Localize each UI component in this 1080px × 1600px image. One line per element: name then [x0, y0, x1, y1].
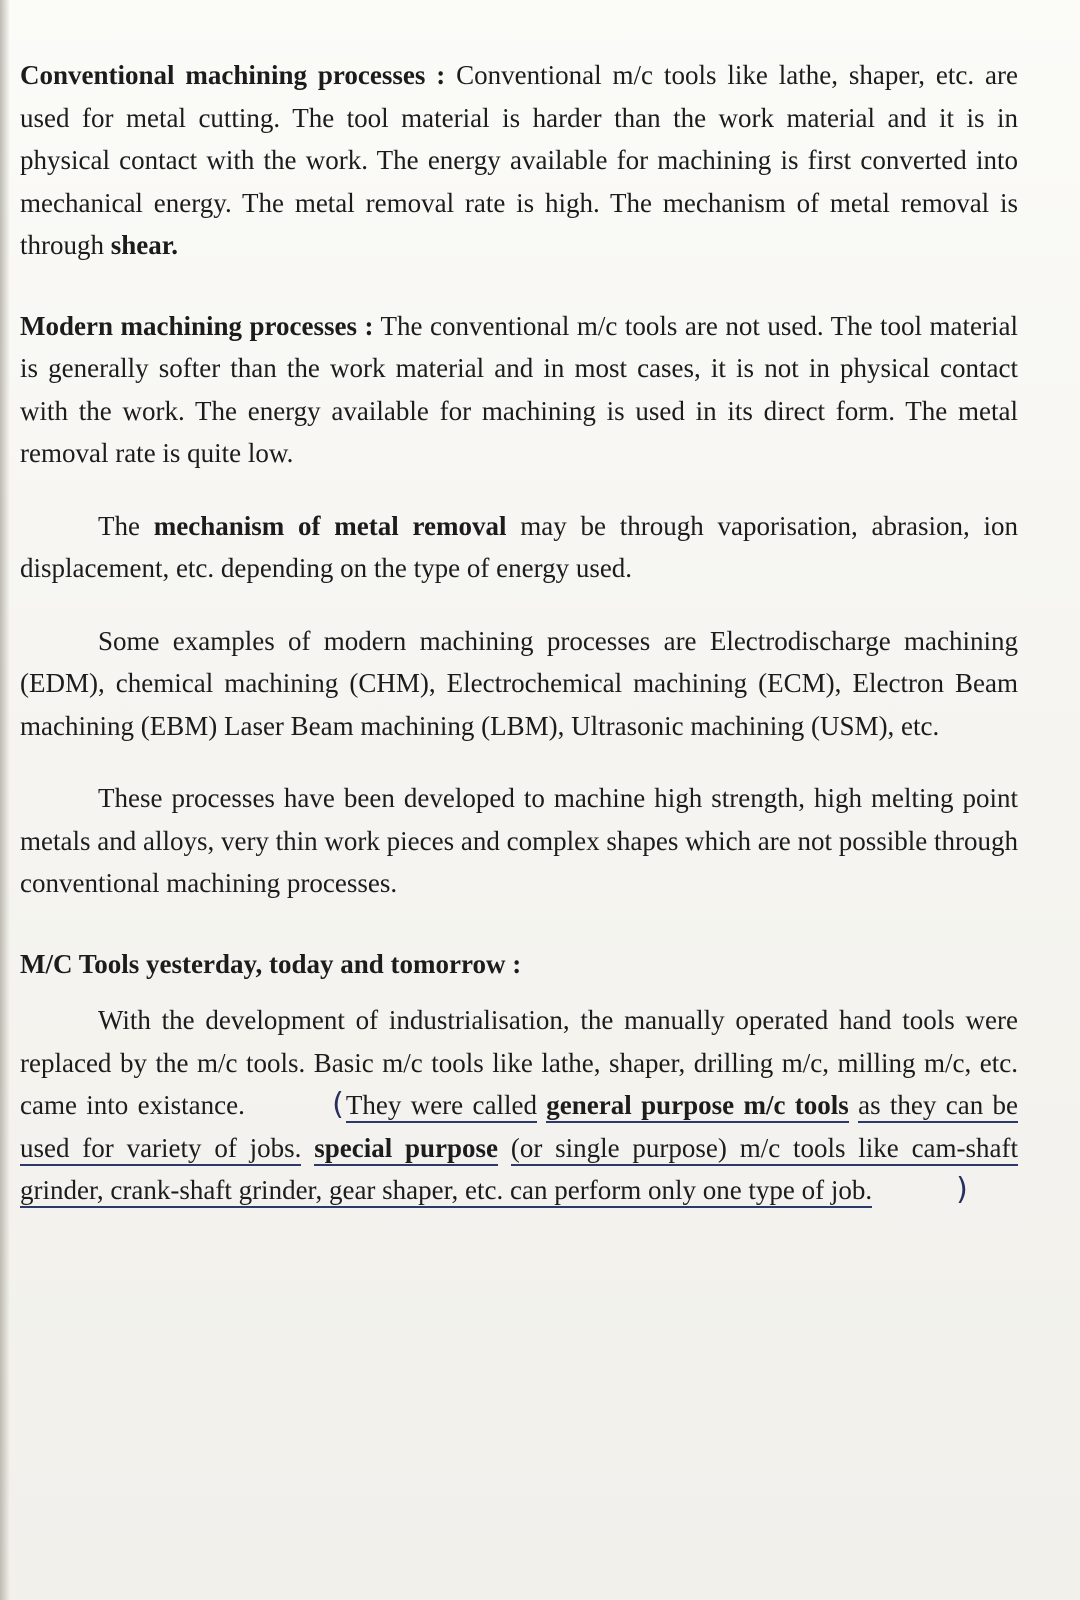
conventional-body: Conventional m/c tools like lathe, shaper, etc. are used for metal cutting. The tool material is harder than the work material and it is in physical contact with the work. The energy available for machining is first converted into mechanical energy. The metal removal rate is high. The mechanism of metal removal is through	[20, 60, 1018, 260]
paragraph-tools-history	[20, 999, 1018, 1212]
term-conventional-machining: Conventional machining processes :	[20, 60, 446, 90]
paragraph-development: These processes have been developed to machine high strength, high melting point metals and alloys, very thin work pieces and complex shapes which are not possible through conventional machining processes.	[20, 783, 1019, 898]
mechanism-lead: The	[98, 510, 140, 541]
pen-bracket-close-mark: )	[956, 1172, 968, 1207]
term-general-purpose-tools: general purpose m/c tools	[546, 1090, 848, 1123]
spacer	[20, 747, 1018, 777]
term-mechanism-of-metal-removal: mechanism of metal removal	[153, 510, 507, 541]
underlined-they-were-called: They were called	[346, 1090, 537, 1123]
term-special-purpose: special purpose	[314, 1133, 498, 1166]
section-heading-mc-tools: M/C Tools yesterday, today and tomorrow :	[20, 948, 522, 979]
mechanism-body: may be through vaporisation, abrasion, ion displacement, etc. depending on the type of energy used.	[20, 510, 1019, 583]
paragraph-mechanism	[20, 505, 1018, 590]
paragraph-conventional	[20, 54, 1018, 267]
spacer	[20, 590, 1018, 620]
paragraph-examples: Some examples of modern machining processes are Electrodischarge machining (EDM), chemical machining (CHM), Electrochemical machining (ECM), Electron Beam machining (EBM) Laser Beam machining (LBM), Ultrasonic machining (USM), etc.	[20, 625, 1018, 741]
tools-intro: With the development of industrialisation, the manually operated hand tools were replaced by the m/c tools. Basic m/c tools like lathe, shaper, drilling m/c, milling m/c, etc. came into existance.	[20, 1005, 1018, 1120]
spacer	[20, 475, 1018, 505]
underlined-variety-of-jobs: as they can be used for variety of jobs.	[20, 1090, 1018, 1166]
term-shear: shear.	[110, 230, 179, 260]
spacer	[20, 267, 1018, 305]
term-modern-machining: Modern machining processes :	[20, 310, 374, 341]
pen-bracket-open-mark: (	[332, 1087, 344, 1122]
spacer	[20, 905, 1018, 943]
spacer	[20, 985, 1018, 999]
modern-body: The conventional m/c tools are not used. The tool material is generally softer than the work material and in most cases, it is not in physical contact with the work. The energy available for machining is used in its direct form. The metal removal rate is quite low.	[20, 310, 1018, 468]
page-content	[20, 54, 1018, 1212]
paragraph-modern	[20, 305, 1018, 475]
underlined-single-purpose-text: (or single purpose) m/c tools like cam-shaft grinder, crank-shaft grinder, gear shaper, etc. can perform only one type of job.	[20, 1133, 1018, 1209]
